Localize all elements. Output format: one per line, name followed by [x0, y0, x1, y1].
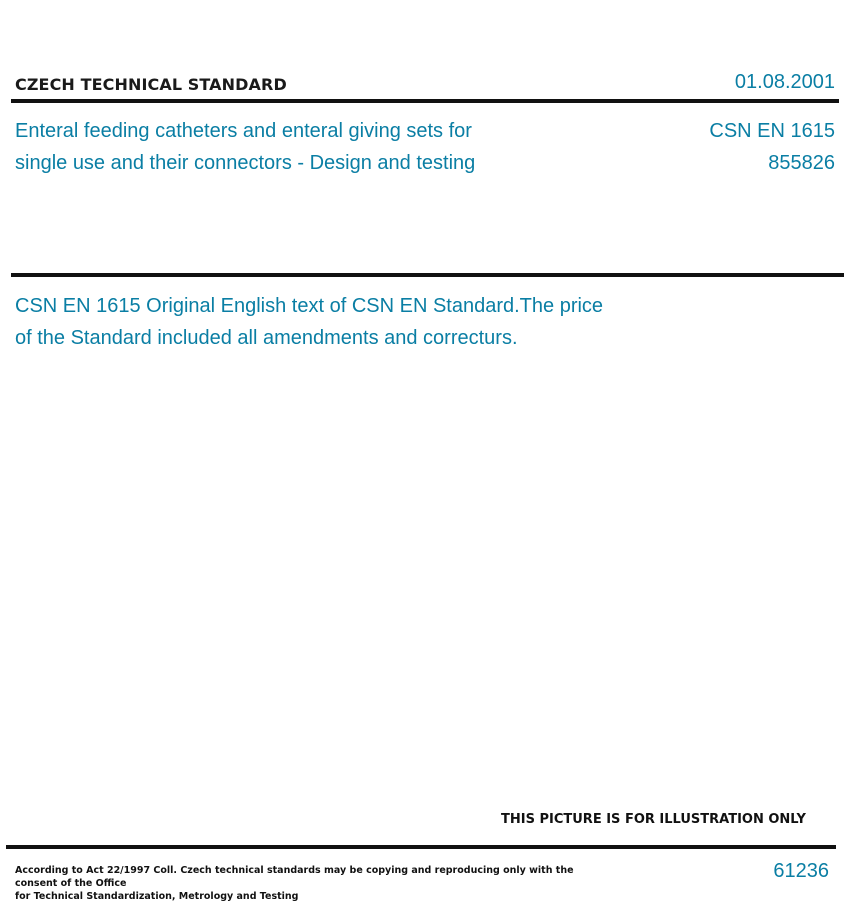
standard-title-line-1: Enteral feeding catheters and enteral giving sets for [15, 120, 472, 142]
description-line-2: of the Standard included all amendments and correcturs. [15, 327, 518, 349]
standard-title-line-2: single use and their connectors - Design and testing [15, 152, 476, 174]
standard-title [15, 115, 535, 179]
document-category-label: CZECH TECHNICAL STANDARD [15, 75, 287, 94]
legal-notice-line-2: for Technical Standardization, Metrology and Testing [15, 891, 299, 902]
standard-code: CSN EN 1615 [709, 120, 835, 142]
publication-date: 01.08.2001 [734, 71, 835, 93]
header-divider [11, 99, 839, 103]
section-divider [11, 273, 844, 277]
standard-description [15, 290, 675, 354]
footer-divider [6, 845, 836, 849]
catalog-number: 855826 [768, 152, 835, 174]
footer-number: 61236 [773, 860, 829, 882]
standard-identifiers [709, 115, 835, 179]
description-line-1: CSN EN 1615 Original English text of CSN EN Standard.The price [15, 295, 604, 317]
legal-notice-line-1: According to Act 22/1997 Coll. Czech technical standards may be copying and reproducing only with the consent of the Office [15, 865, 574, 889]
illustration-disclaimer: THIS PICTURE IS FOR ILLUSTRATION ONLY [501, 812, 806, 827]
legal-notice [15, 864, 615, 903]
